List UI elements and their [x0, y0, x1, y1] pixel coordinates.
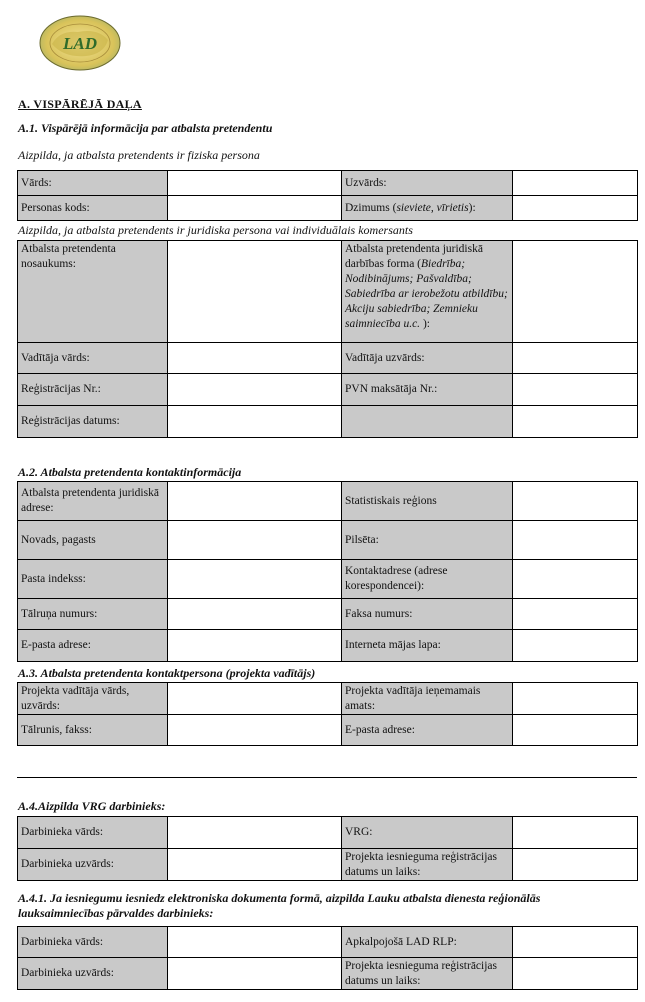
empty-field-cell[interactable]: [513, 406, 638, 438]
table-row: [18, 482, 638, 521]
table-row: [18, 683, 638, 715]
city-field[interactable]: [513, 521, 638, 560]
manager-last-name-label: Vadītāja uzvārds:: [342, 343, 513, 374]
section-a-title: A. VISPĀRĒJĀ DAĻA: [18, 97, 142, 111]
employee-last-name-field[interactable]: [168, 849, 342, 881]
lad-logo: [38, 14, 122, 72]
last-name-label: Uzvārds:: [342, 171, 513, 196]
first-name-field[interactable]: [168, 171, 342, 196]
lad-rlp-field[interactable]: [513, 927, 638, 958]
contact-address-field[interactable]: [513, 560, 638, 599]
fax-field[interactable]: [513, 599, 638, 630]
a3-heading: A.3. Atbalsta pretendenta kontaktpersona (projekta vadītājs): [18, 666, 316, 680]
last-name-field[interactable]: [513, 171, 638, 196]
lad-employee-table: [17, 926, 638, 990]
fax-label: Faksa numurs:: [342, 599, 513, 630]
lad-employee-first-name-field[interactable]: [168, 927, 342, 958]
table-row: [18, 521, 638, 560]
email-field[interactable]: [168, 630, 342, 662]
municipality-field[interactable]: [168, 521, 342, 560]
personal-code-label: Personas kods:: [18, 196, 168, 221]
contact-email-field[interactable]: [513, 715, 638, 746]
applicant-name-label: Atbalsta pretendenta nosaukums:: [18, 241, 168, 343]
postal-code-field[interactable]: [168, 560, 342, 599]
registration-number-field[interactable]: [168, 374, 342, 406]
phone-label: Tālruņa numurs:: [18, 599, 168, 630]
manager-first-name-field[interactable]: [168, 343, 342, 374]
contact-address-label: Kontaktadrese (adrese korespondencei):: [342, 560, 513, 599]
registration-datetime-field[interactable]: [513, 849, 638, 881]
project-manager-position-label: Projekta vadītāja ieņemamais amats:: [342, 683, 513, 715]
legal-form-field[interactable]: [513, 241, 638, 343]
city-label: Pilsēta:: [342, 521, 513, 560]
registration-date-label: Reģistrācijas datums:: [18, 406, 168, 438]
project-manager-name-label: Projekta vadītāja vārds, uzvārds:: [18, 683, 168, 715]
vrg-label: VRG:: [342, 817, 513, 849]
gender-label: Dzimums (sieviete, vīrietis):: [342, 196, 513, 221]
a1-note-legal: Aizpilda, ja atbalsta pretendents ir juridiska persona vai individuālais komersants: [18, 223, 413, 237]
manager-last-name-field[interactable]: [513, 343, 638, 374]
table-row: [18, 715, 638, 746]
table-row: [18, 241, 638, 343]
legal-person-table: [17, 240, 638, 438]
statistical-region-field[interactable]: [513, 482, 638, 521]
empty-label-cell: [342, 406, 513, 438]
contact-person-table: [17, 682, 638, 746]
table-row: [18, 958, 638, 990]
a1-note-physical: Aizpilda, ja atbalsta pretendents ir fiziska persona: [18, 148, 260, 162]
registration-number-label: Reģistrācijas Nr.:: [18, 374, 168, 406]
statistical-region-label: Statistiskais reģions: [342, 482, 513, 521]
a41-heading: A.4.1. Ja iesniegumu iesniedz elektroniska dokumenta formā, aizpilda Lauku atbalsta dienesta reģionālās lauksaimniecības pārvaldes darbinieks:: [18, 891, 541, 920]
table-row: [18, 343, 638, 374]
project-manager-position-field[interactable]: [513, 683, 638, 715]
phone-field[interactable]: [168, 599, 342, 630]
contact-email-label: E-pasta adrese:: [342, 715, 513, 746]
table-row: [18, 374, 638, 406]
employee-first-name-field[interactable]: [168, 817, 342, 849]
gender-field[interactable]: [513, 196, 638, 221]
applicant-name-field[interactable]: [168, 241, 342, 343]
table-row: [18, 196, 638, 221]
vrg-field[interactable]: [513, 817, 638, 849]
section-divider: [17, 777, 637, 778]
a2-heading: A.2. Atbalsta pretendenta kontaktinformācija: [18, 465, 242, 479]
personal-code-field[interactable]: [168, 196, 342, 221]
website-field[interactable]: [513, 630, 638, 662]
legal-address-label: Atbalsta pretendenta juridiskā adrese:: [18, 482, 168, 521]
first-name-label: Vārds:: [18, 171, 168, 196]
registration-datetime-label: Projekta iesnieguma reģistrācijas datums un laiks:: [342, 849, 513, 881]
vat-number-field[interactable]: [513, 374, 638, 406]
a1-heading: A.1. Vispārējā informācija par atbalsta pretendentu: [18, 121, 273, 135]
vrg-employee-table: [17, 816, 638, 881]
table-row: [18, 817, 638, 849]
manager-first-name-label: Vadītāja vārds:: [18, 343, 168, 374]
email-label: E-pasta adrese:: [18, 630, 168, 662]
table-row: [18, 849, 638, 881]
lad-employee-last-name-field[interactable]: [168, 958, 342, 990]
lad-registration-datetime-label: Projekta iesnieguma reģistrācijas datums un laiks:: [342, 958, 513, 990]
project-manager-name-field[interactable]: [168, 683, 342, 715]
physical-person-table: [17, 170, 638, 221]
table-row: [18, 171, 638, 196]
a4-heading: A.4.Aizpilda VRG darbinieks:: [18, 799, 166, 813]
municipality-label: Novads, pagasts: [18, 521, 168, 560]
lad-rlp-label: Apkalpojošā LAD RLP:: [342, 927, 513, 958]
vat-number-label: PVN maksātāja Nr.:: [342, 374, 513, 406]
logo-text: LAD: [63, 34, 97, 53]
table-row: [18, 560, 638, 599]
employee-last-name-label: Darbinieka uzvārds:: [18, 849, 168, 881]
lad-employee-first-name-label: Darbinieka vārds:: [18, 927, 168, 958]
registration-date-field[interactable]: [168, 406, 342, 438]
table-row: [18, 927, 638, 958]
contact-info-table: [17, 481, 638, 662]
table-row: [18, 630, 638, 662]
legal-address-field[interactable]: [168, 482, 342, 521]
lad-employee-last-name-label: Darbinieka uzvārds:: [18, 958, 168, 990]
table-row: [18, 599, 638, 630]
phone-fax-field[interactable]: [168, 715, 342, 746]
table-row: [18, 406, 638, 438]
postal-code-label: Pasta indekss:: [18, 560, 168, 599]
legal-form-label: Atbalsta pretendenta juridiskā darbības forma (Biedrība; Nodibinājums; Pašvaldība; Sabiedrība ar ierobežotu atbildību; Akciju sabiedrība; Zemnieku saimniecība u.c. ):: [342, 241, 513, 343]
phone-fax-label: Tālrunis, fakss:: [18, 715, 168, 746]
website-label: Interneta mājas lapa:: [342, 630, 513, 662]
employee-first-name-label: Darbinieka vārds:: [18, 817, 168, 849]
lad-registration-datetime-field[interactable]: [513, 958, 638, 990]
